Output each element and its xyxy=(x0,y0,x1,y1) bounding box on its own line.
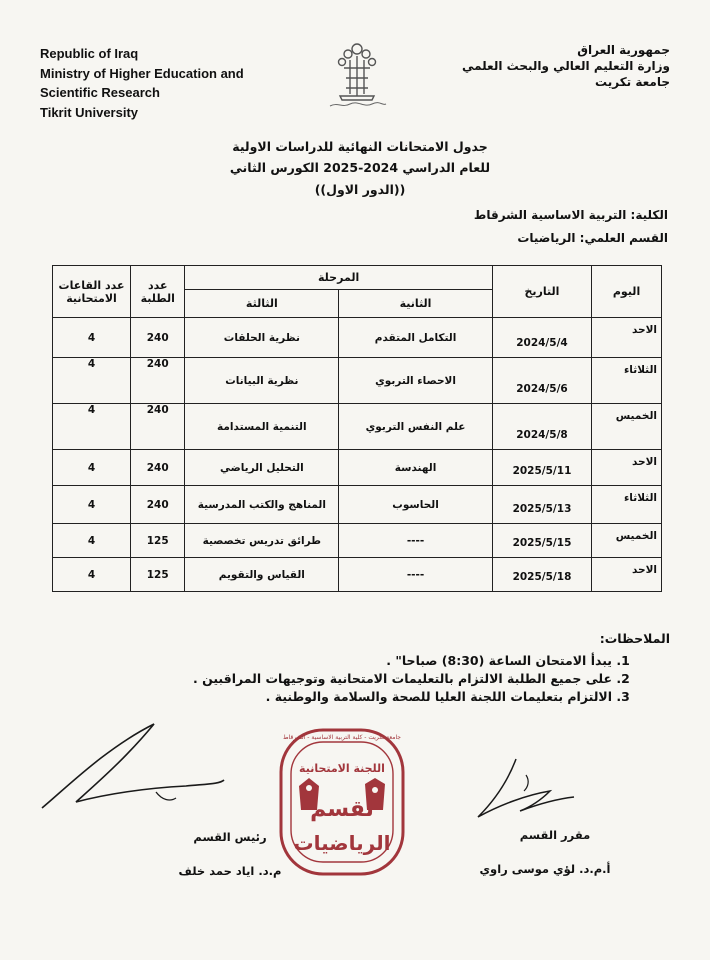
cell-third-subject: التنمية المستدامة xyxy=(185,404,339,450)
head-title: رئيس القسم xyxy=(193,830,267,844)
cell-halls: 4 xyxy=(53,404,131,450)
cell-date: 2024/5/8 xyxy=(492,404,591,450)
table-row xyxy=(53,358,662,404)
header-second-stage: الثانية xyxy=(339,290,493,318)
cell-date: 2025/5/11 xyxy=(492,450,591,486)
header-students: عدد الطلبة xyxy=(131,266,185,318)
cell-halls: 4 xyxy=(53,450,131,486)
head-signature xyxy=(36,718,226,814)
stamp-line-3: الرياضيات xyxy=(293,831,391,855)
cell-day: الثلاثاء xyxy=(592,358,662,404)
college-label: الكلية: التربية الاساسية الشرقاط xyxy=(473,208,668,222)
english-header xyxy=(40,44,300,122)
title-line-1: جدول الامتحانات النهائية للدراسات الاولية xyxy=(232,139,488,154)
table-row xyxy=(53,486,662,524)
header-en-line-3: Scientific Research xyxy=(40,85,160,100)
cell-students: 125 xyxy=(131,524,185,558)
cell-students: 240 xyxy=(131,404,185,450)
arabic-header xyxy=(430,42,670,90)
cell-second-subject: التكامل المتقدم xyxy=(339,318,493,358)
table-row xyxy=(53,404,662,450)
cell-students: 240 xyxy=(131,358,185,404)
head-name: م.د. اياد حمد خلف xyxy=(178,864,282,878)
cell-students: 240 xyxy=(131,318,185,358)
cell-second-subject: ---- xyxy=(339,558,493,592)
cell-second-subject: علم النفس التربوي xyxy=(339,404,493,450)
header-ar-line-1: جمهورية العراق xyxy=(577,43,670,57)
cell-second-subject: الاحصاء التربوي xyxy=(339,358,493,404)
rapporteur-signature xyxy=(470,755,580,825)
header-en-line-4: Tikrit University xyxy=(40,104,139,120)
table-row xyxy=(53,558,662,592)
cell-third-subject: التحليل الرياضي xyxy=(185,450,339,486)
cell-date: 2025/5/18 xyxy=(492,558,591,592)
cell-students: 240 xyxy=(131,450,185,486)
cell-students: 240 xyxy=(131,486,185,524)
cell-day: الاحد xyxy=(592,450,662,486)
cell-day: الخميس xyxy=(592,524,662,558)
title-line-3: ((الدور الاول)) xyxy=(314,182,406,197)
cell-second-subject: الهندسة xyxy=(339,450,493,486)
cell-day: الاحد xyxy=(592,318,662,358)
note-item-1: 1. يبدأ الامتحان الساعة (8:30) صباحا" . xyxy=(110,652,612,670)
cell-halls: 4 xyxy=(53,358,131,404)
header-en-line-2: Ministry of Higher Education and xyxy=(40,65,244,81)
notes-list xyxy=(110,652,630,706)
table-row xyxy=(53,450,662,486)
header-ar-line-2: وزارة التعليم العالي والبحث العلمي xyxy=(461,59,670,73)
title-line-2: للعام الدراسي 2024-2025 الكورس الثاني xyxy=(229,160,491,175)
table-row xyxy=(53,524,662,558)
stamp-line-1: اللجنة الامتحانية xyxy=(299,762,385,775)
department-label: القسم العلمي: الرياضيات xyxy=(517,231,668,245)
university-logo xyxy=(322,38,392,112)
cell-second-subject: الحاسوب xyxy=(339,486,493,524)
header-stage: المرحلة xyxy=(185,266,492,290)
header-halls: عدد القاعات الامتحانية xyxy=(53,266,131,318)
rapporteur-name: أ.م.د. لؤي موسى راوي xyxy=(479,862,611,876)
cell-date: 2025/5/15 xyxy=(492,524,591,558)
header-day: اليوم xyxy=(592,266,662,318)
cell-date: 2025/5/13 xyxy=(492,486,591,524)
header-en-line-1: Republic of Iraq xyxy=(40,46,139,61)
note-item-2: 2. على جميع الطلبة الالتزام بالتعليمات الامتحانية وتوجيهات المراقبين . xyxy=(110,670,612,688)
notes-section xyxy=(110,630,670,706)
cell-third-subject: نظرية الحلقات xyxy=(185,318,339,358)
notes-heading: الملاحظات: xyxy=(599,631,670,646)
cell-third-subject: القياس والتقويم xyxy=(185,558,339,592)
cell-date: 2024/5/6 xyxy=(492,358,591,404)
exam-committee-stamp xyxy=(277,726,407,878)
note-item-3: 3. الالتزام بتعليمات اللجنة العليا للصحة والسلامة والوطنية . xyxy=(110,688,612,706)
cell-third-subject: طرائق تدريس تخصصية xyxy=(185,524,339,558)
stamp-ring-text: جامعة تكريت - كلية التربية الاساسية - الشرقاط xyxy=(283,734,401,741)
header-third-stage: الثالثة xyxy=(185,290,339,318)
cell-third-subject: نظرية البيانات xyxy=(185,358,339,404)
rapporteur-title: مقرر القسم xyxy=(519,828,591,842)
cell-third-subject: المناهج والكتب المدرسية xyxy=(185,486,339,524)
cell-day: الثلاثاء xyxy=(592,486,662,524)
cell-students: 125 xyxy=(131,558,185,592)
header-date: التاريخ xyxy=(492,266,591,318)
table-row xyxy=(53,318,662,358)
cell-day: الخميس xyxy=(592,404,662,450)
cell-halls: 4 xyxy=(53,524,131,558)
cell-day: الاحد xyxy=(592,558,662,592)
cell-halls: 4 xyxy=(53,558,131,592)
cell-halls: 4 xyxy=(53,486,131,524)
cell-date: 2024/5/4 xyxy=(492,318,591,358)
stamp-line-2: لقسم xyxy=(310,797,374,822)
cell-halls: 4 xyxy=(53,318,131,358)
exam-schedule-table xyxy=(52,265,662,592)
cell-second-subject: ---- xyxy=(339,524,493,558)
header-ar-line-3: جامعة تكريت xyxy=(595,75,670,89)
